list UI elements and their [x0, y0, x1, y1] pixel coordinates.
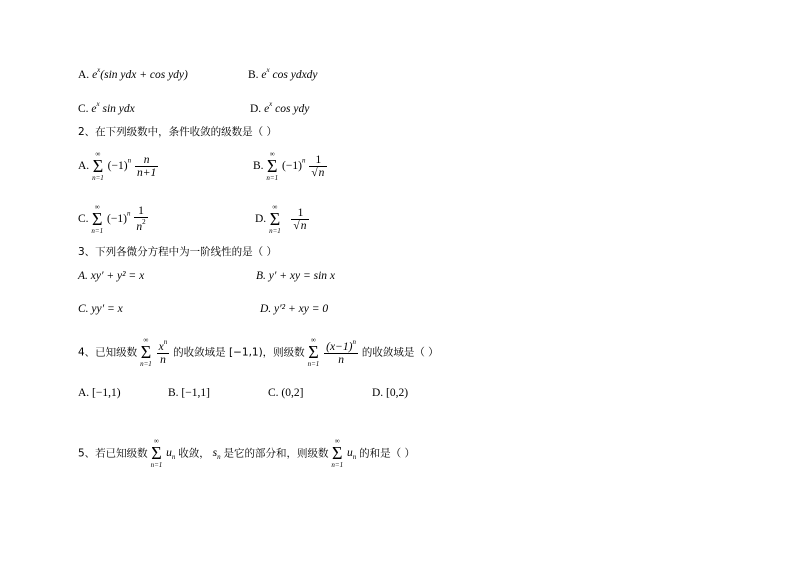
sigma-symbol: ∞ Σ n=1: [307, 336, 320, 368]
q4-option-c: C. (0,2]: [268, 387, 304, 399]
sigma-symbol: ∞ Σ n=1: [92, 150, 104, 182]
sigma-symbol: ∞ Σ n=1: [150, 437, 163, 469]
fraction: $\frac{1}{√n}$: [309, 154, 327, 179]
q1-option-a: A. $e^x(\sin$ ydx + cos ydy): [78, 66, 188, 81]
fraction: $\frac{1}{√n}$: [291, 207, 309, 232]
option-label: A.: [78, 69, 90, 81]
q2-option-b: B. ∞ Σ n=1 $(-1)^n$ $\frac{1}{√n}$: [253, 150, 328, 182]
q3-option-c: C. yy′ = x: [78, 303, 123, 315]
fraction: $\frac{(x-1)^n}{n}$: [326, 338, 356, 366]
sigma-symbol: ∞ Σ n=1: [91, 203, 104, 235]
q3-stem: 3、下列各微分方程中为一阶线性的是（ ）: [78, 246, 278, 258]
fraction: $\frac{x^n}{n}$: [158, 338, 168, 366]
q3-option-a: A. xy′ + y² = x: [78, 270, 145, 282]
sigma-symbol: ∞ Σ n=1: [140, 336, 152, 368]
q4-option-a: A. [−1,1): [78, 387, 121, 399]
q2-option-a: A. ∞ Σ n=1 $(-1)^n$ $\frac{n}{n+1}$: [78, 150, 157, 182]
q2-stem: 2、在下列级数中，条件收敛的级数是（ ）: [78, 126, 278, 138]
sigma-symbol: ∞ Σ n=1: [266, 150, 279, 182]
fraction: $\frac{1}{n^2}$: [136, 205, 146, 233]
q3-option-d: D. y′² + xy = 0: [260, 303, 329, 315]
fraction: $\frac{n}{n+1}$: [136, 153, 157, 179]
q1-option-d: D. $e^x$ cos ydy: [250, 100, 310, 115]
q4-option-b: B. [−1,1]: [168, 387, 210, 399]
q2-option-c: C. ∞ Σ n=1 $(-1)^n$ $\frac{1}{n^2}$: [78, 203, 146, 235]
q2-option-d: D. ∞ Σ n=1 $\frac{1}{√n}$: [255, 203, 310, 235]
q5-stem: 5、若已知级数 ∞ Σ n=1 $u_n$ 收敛， $s_n$ 是它的部分和，则级数 ∞ Σ n=1 $u_n$ 的和是（ ）: [78, 437, 415, 469]
q1-option-b: B. $e^x$ cos ydxdy: [248, 66, 318, 81]
sigma-symbol: ∞ Σ n=1: [269, 203, 281, 235]
q1-option-c: C. $e^x$ sin ydx: [78, 100, 135, 115]
q4-option-d: D. [0,2): [372, 387, 409, 399]
q4-stem: 4、已知级数 ∞ Σ n=1 $\frac{x^n}{n}$ 的收敛域是 [−1,1)，则级数 ∞ Σ n=1 $\frac{(x-1)^n}{n}$ 的收敛域是（ ）: [78, 336, 439, 368]
sigma-symbol: ∞ Σ n=1: [331, 437, 344, 469]
q3-option-b: B. y′ + xy = sin x: [256, 270, 336, 282]
